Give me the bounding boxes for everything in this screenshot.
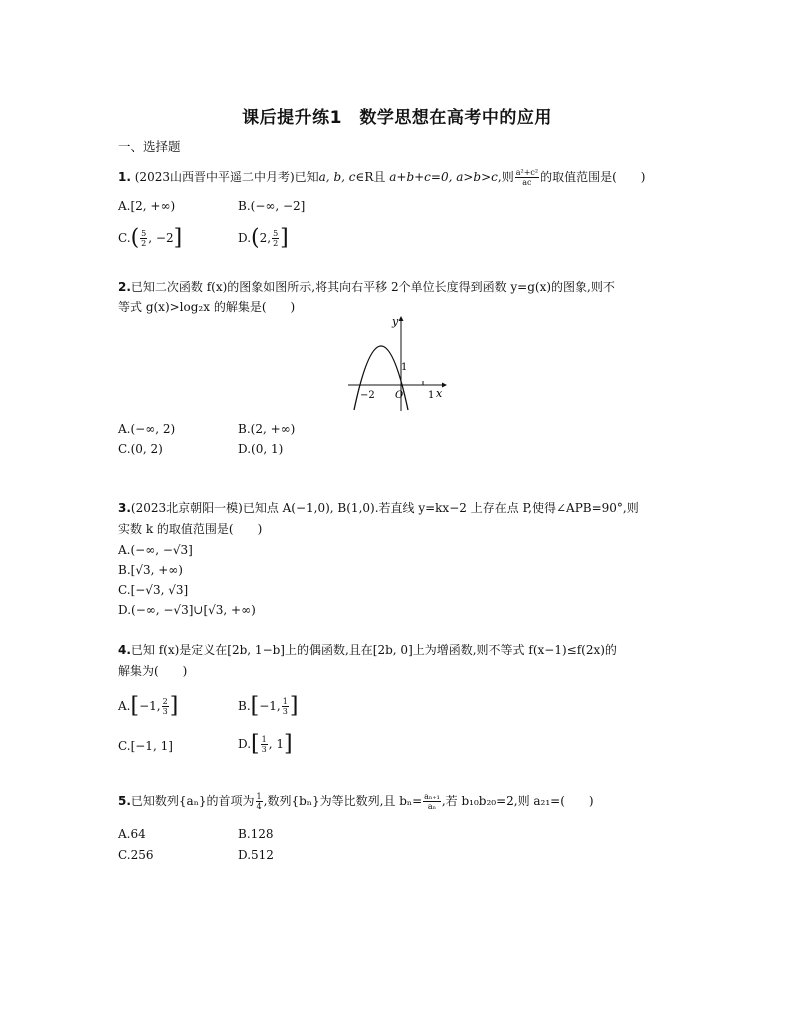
q3-option-c[interactable]: C.[−√3, √3] [118,583,189,597]
graph-one-y-label: 1 [401,362,408,373]
q5-option-d[interactable]: D.512 [238,848,274,862]
question-4-stem-line1: 4.已知 f(x)是定义在[2b, 1−b]上的偶函数,且在[2b, 0]上为增函数,则不等式 f(x−1)≤f(2x)的 [118,643,617,657]
graph-x-label: x [436,387,443,400]
section-heading: 一、选择题 [118,139,181,154]
graph-minus-two-label: −2 [360,390,375,401]
q3-option-b[interactable]: B.[√3, +∞) [118,563,183,577]
graph-origin-label: O [395,390,404,401]
graph-y-label: y [392,315,399,328]
graph-one-x-label: 1 [428,390,435,401]
question-3-stem-line1: 3.(2023北京朝阳一模)已知点 A(−1,0), B(1,0).若直线 y=kx−2 上存在点 P,使得∠APB=90°,则 [118,501,639,515]
q1-text-a: (2023山西晋中平遥二中月考)已知 [134,170,319,184]
q1-condition: a+b+c=0, a>b>c [389,170,498,184]
q2-option-b[interactable]: B.(2, +∞) [238,422,296,436]
q1-vars: a, b, c [318,170,356,184]
q1-option-c[interactable]: C.( $\frac{5}{2}$ , −2] [118,225,183,251]
parabola-graph [344,313,448,413]
question-5-stem: 5.已知数列{aₙ}的首项为 $\frac{1}{4}$ ,数列{bₙ}为等比数列,且 bₙ= $\frac{\text{aₙ₊₁}}{\text{aₙ}}$ ,若 b₁₀b₂₀=2,则 a₂₁=( ) [118,792,594,811]
question-3-stem-line2: 实数 k 的取值范围是( ) [118,522,263,536]
q1-option-b[interactable]: B.(−∞, −2] [238,199,306,213]
q4-option-b[interactable]: B.[−1, $\frac{1}{3}$ ] [238,693,299,719]
question-2-stem-line1: 2.已知二次函数 f(x)的图象如图所示,将其向右平移 2个单位长度得到函数 y=g(x)的图象,则不 [118,280,615,294]
q3-option-d[interactable]: D.(−∞, −√3]∪[√3, +∞) [118,603,256,617]
q5-option-c[interactable]: C.256 [118,848,154,862]
question-2-stem-line2: 等式 g(x)>log₂x 的解集是( ) [118,300,296,314]
q4-option-a[interactable]: A.[−1, $\frac{2}{3}$ ] [118,693,179,719]
question-number: 1. [118,170,131,184]
q1-fraction: $\frac{\text{a²+c²}}{ac}$ [515,168,539,187]
q5-option-a[interactable]: A.64 [118,827,146,841]
q3-option-a[interactable]: A.(−∞, −√3] [118,543,193,557]
q5-option-b[interactable]: B.128 [238,827,274,841]
q1-option-a[interactable]: A.[2, +∞) [118,199,176,213]
q1-text-d: 的取值范围是( ) [540,170,646,184]
q1-text-c: ,则 [497,170,514,184]
question-4-stem-line2: 解集为( ) [118,664,188,678]
q4-option-c[interactable]: C.[−1, 1] [118,739,173,753]
q2-option-a[interactable]: A.(−∞, 2) [118,422,176,436]
q4-option-d[interactable]: D.[ $\frac{1}{3}$ , 1] [238,731,293,757]
page-title: 课后提升练1 数学思想在高考中的应用 [242,108,552,128]
q1-option-d[interactable]: D.(2, $\frac{5}{2}$ ] [238,225,289,251]
question-1-stem [118,168,645,187]
q2-option-c[interactable]: C.(0, 2) [118,442,163,456]
q1-text-b: ∈R且 [355,170,386,184]
q2-option-d[interactable]: D.(0, 1) [238,442,284,456]
